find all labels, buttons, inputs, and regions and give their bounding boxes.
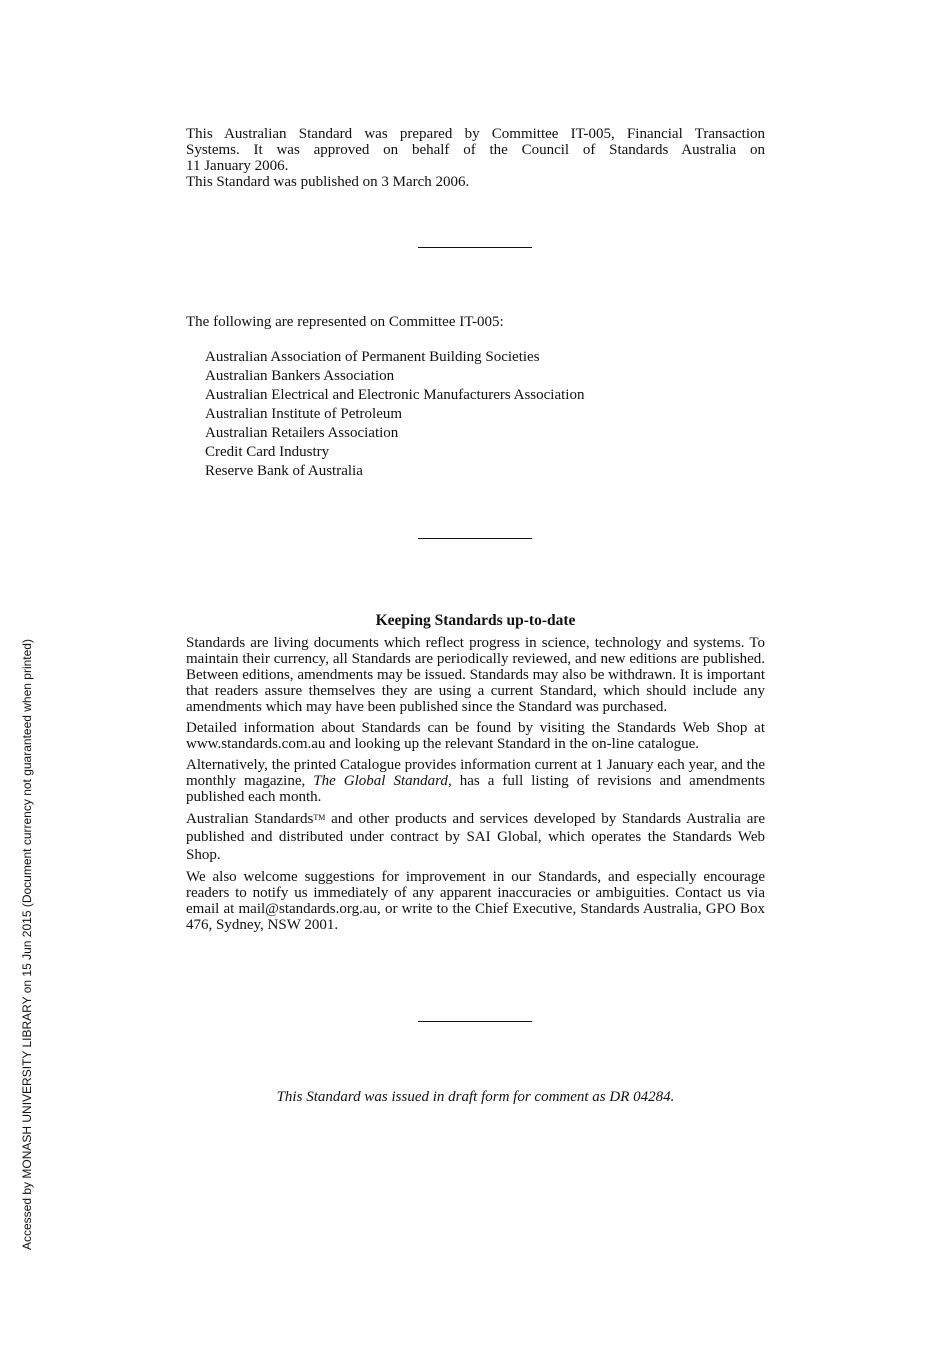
committee-member: Credit Card Industry	[205, 444, 330, 460]
paragraph-suggestions: We also welcome suggestions for improvement in our Standards, and especially encourage readers to notify us immediately of any apparent inaccuracies or ambiguities. Contact us via email at mail@standards.org.au, or write to the Chief Executive, Standards Australia, GPO Box 476, Sydney, NSW 2001.	[186, 869, 765, 933]
committee-intro: The following are represented on Committee IT-005:	[186, 314, 504, 330]
committee-member: Australian Electrical and Electronic Manufacturers Association	[205, 387, 585, 403]
committee-member: Australian Institute of Petroleum	[205, 406, 403, 422]
committee-member: Reserve Bank of Australia	[205, 463, 363, 479]
section-heading: Keeping Standards up-to-date	[375, 612, 576, 629]
committee-member: Australian Bankers Association	[205, 368, 395, 384]
catalogue-text-b: , has a full listing of revisions and amendments published each month.	[186, 773, 765, 805]
publication-date: This Standard was published on 3 March 2006.	[186, 174, 470, 190]
paragraph-sai-global	[186, 810, 765, 864]
separator-rule-1	[418, 247, 532, 248]
magazine-title: The Global Standard	[313, 773, 448, 789]
paragraph-catalogue	[186, 757, 765, 805]
preparation-line-2: Systems. It was approved on behalf of the Council of Standards Australia on	[186, 142, 765, 158]
preparation-line-3: 11 January 2006.	[186, 158, 289, 174]
separator-rule-3	[418, 1021, 532, 1022]
sai-text-b: and other products and services developed by Standards Australia are published and distributed under contract by SAI Global, which operates the Standards Web Shop.	[186, 811, 766, 863]
paragraph-living-documents: Standards are living documents which reflect progress in science, technology and systems. To maintain their currency, all Standards are periodically reviewed, and new editions are published. Between editions, amendments may be issued. Standards may also be withdrawn. It is important that readers assure themselves they are using a current Standard, which should include any amendments which may have been published since the Standard was purchased.	[186, 635, 765, 715]
preparation-line-1: This Australian Standard was prepared by Committee IT-005, Financial Transaction	[186, 126, 765, 142]
preparation-statement	[186, 126, 765, 190]
sai-text-a: Australian Standards	[186, 811, 314, 827]
uptodate-body	[186, 635, 765, 938]
committee-member: Australian Association of Permanent Building Societies	[205, 349, 540, 365]
paragraph-web-shop: Detailed information about Standards can be found by visiting the Standards Web Shop at www.standards.com.au and looking up the relevant Standard in the on-line catalogue.	[186, 720, 765, 752]
committee-member: Australian Retailers Association	[205, 425, 399, 441]
trademark-mark: TM	[313, 813, 326, 822]
separator-rule-2	[418, 538, 532, 539]
catalogue-text-a: Alternatively, the printed Catalogue provides information current at 1 January each year, and the monthly magazine,	[186, 757, 765, 789]
committee-members-list	[205, 348, 584, 481]
access-watermark: Accessed by MONASH UNIVERSITY LIBRARY on 15 Jun 2015 (Document currency not guaranteed when printed)	[20, 639, 34, 1250]
draft-note: This Standard was issued in draft form for comment as DR 04284.	[276, 1089, 675, 1105]
